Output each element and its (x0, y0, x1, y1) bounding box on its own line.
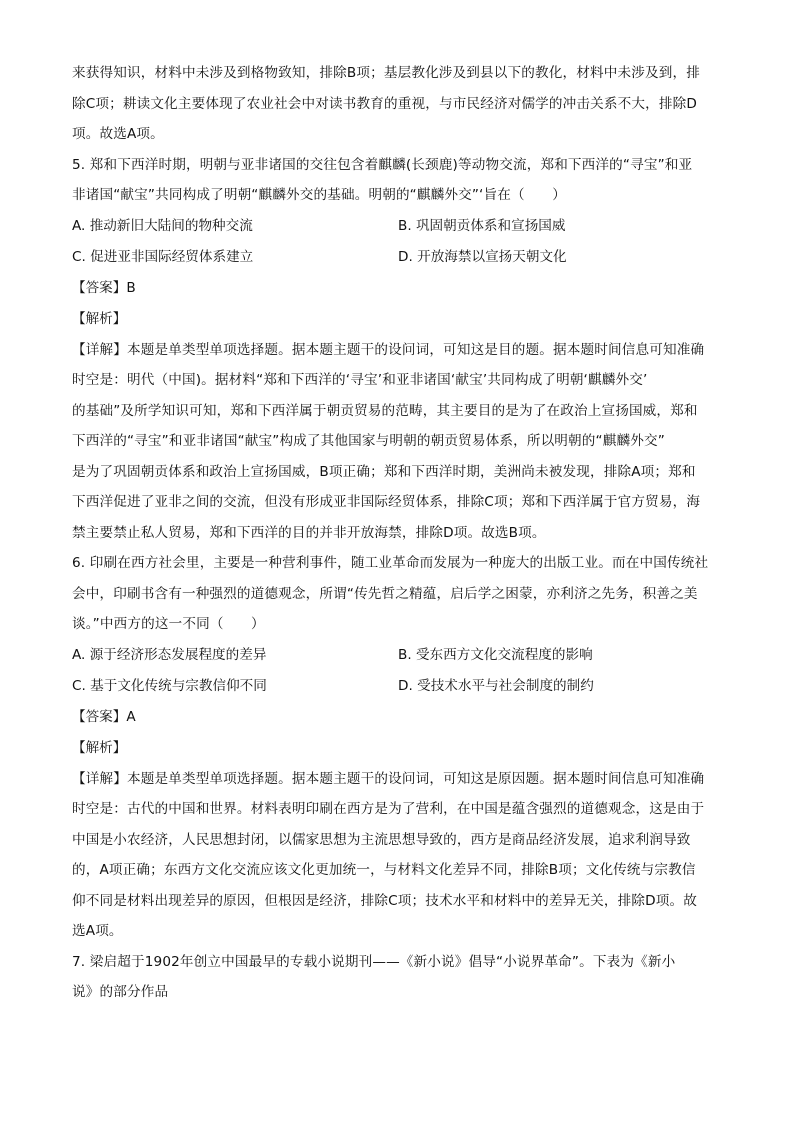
question-5-options-row (72, 242, 724, 273)
paragraph-line: 来获得知识，材料中未涉及到格物致知，排除B项；基层教化涉及到县以下的教化，材料中未涉及到，排 (72, 65, 700, 81)
explanation-line: 【详解】本题是单类型单项选择题。据本题主题干的设问词，可知这是目的题。据本题时间信息可知准确 (72, 341, 705, 358)
explanation-line: 中国是小农经济，人民思想封闭，以儒家思想为主流思想导致的，西方是商品经济发展，追求利润导致 (72, 831, 691, 848)
question-6-stem: 谈。”中西方的这一不同（ ） (72, 616, 265, 632)
explanation-line: 是为了巩固朝贡体系和政治上宣扬国威，B项正确；郑和下西洋时期，美洲尚未被发现，排除A项；郑和 (72, 463, 696, 480)
option-d: D. 开放海禁以宣扬天朝文化 (398, 248, 567, 265)
option-d: D. 受技术水平与社会制度的制约 (398, 677, 594, 694)
question-7-stem: 7. 梁启超于1902年创立中国最早的专载小说期刊——《新小说》倡导“小说界革命”。下表为《新小 (72, 953, 676, 970)
option-c: C. 基于文化传统与宗教信仰不同 (72, 677, 267, 694)
explanation-line: 的，A项正确；东西方文化交流应该文化更加统一，与材料文化差异不同，排除B项；文化传统与宗教信 (72, 862, 696, 878)
explanation-line: 仰不同是材料出现差异的原因，但根因是经济，排除C项；技术水平和材料中的差异无关，排除D项。故 (72, 892, 697, 909)
answer-label: 【答案】B (72, 279, 136, 296)
question-6-options-row (72, 671, 724, 702)
explanation-line: 下西洋的“寻宝”和亚非诸国“献宝”构成了其他国家与明朝的朝贡贸易体系，所以明朝的“麒麟外交” (72, 433, 665, 449)
question-5-stem: 5. 郑和下西洋时期，明朝与亚非诸国的交往包含着麒麟(长颈鹿)等动物交流，郑和下西洋的“寻宝”和亚 (72, 156, 693, 173)
question-5-stem: 非诸国“献宝”共同构成了明朝“麒麟外交的基础。明朝的“麒麟外交”‘旨在（ ） (72, 187, 566, 203)
option-a: A. 推动新旧大陆间的物种交流 (72, 217, 253, 234)
explanation-line: 选A项。 (72, 923, 123, 939)
question-6-stem: 6. 印刷在西方社会里，主要是一种营利事件，随工业革命而发展为一种庞大的出版工业。而在中国传统社 (72, 555, 709, 571)
option-b: B. 受东西方文化交流程度的影响 (398, 646, 593, 663)
explanation-line: 下西洋促进了亚非之间的交流，但没有形成亚非国际经贸体系，排除C项；郑和下西洋属于官方贸易，海 (72, 494, 701, 510)
document-page (72, 58, 724, 1008)
question-6-options-row (72, 640, 724, 671)
explanation-line: 时空是：明代（中国)。据材料“郑和下西洋的‘寻宝’和亚非诸国‘献宝’共同构成了明朝‘麒麟外交’ (72, 372, 648, 388)
explanation-line: 的基础”及所学知识可知，郑和下西洋属于朝贡贸易的范畴，其主要目的是为了在政治上宣扬国威，郑和 (72, 402, 698, 419)
paragraph-line: 项。故选A项。 (72, 126, 164, 142)
explanation-line: 禁主要禁止私人贸易，郑和下西洋的目的并非开放海禁，排除D项。故选B项。 (72, 524, 546, 541)
option-b: B. 巩固朝贡体系和宣扬国威 (398, 217, 566, 234)
analysis-label: 【解析】 (72, 310, 127, 327)
explanation-line: 时空是：古代的中国和世界。材料表明印刷在西方是为了营利，在中国是蕴含强烈的道德观念，这是由于 (72, 801, 705, 817)
option-c: C. 促进亚非国际经贸体系建立 (72, 248, 254, 265)
question-5-options-row (72, 211, 724, 242)
explanation-line: 【详解】本题是单类型单项选择题。据本题主题干的设问词，可知这是原因题。据本题时间信息可知准确 (72, 770, 705, 787)
answer-label: 【答案】A (72, 708, 136, 725)
question-6-stem: 会中，印刷书含有一种强烈的道德观念，所谓“传先哲之精蕴，启后学之困蒙，亦利济之先务，积善之美 (72, 585, 698, 602)
question-7-stem: 说》的部分作品 (72, 984, 169, 1000)
analysis-label: 【解析】 (72, 739, 127, 756)
option-a: A. 源于经济形态发展程度的差异 (72, 646, 267, 663)
paragraph-line: 除C项；耕读文化主要体现了农业社会中对读书教育的重视，与市民经济对儒学的冲击关系不大，排除D (72, 95, 697, 112)
